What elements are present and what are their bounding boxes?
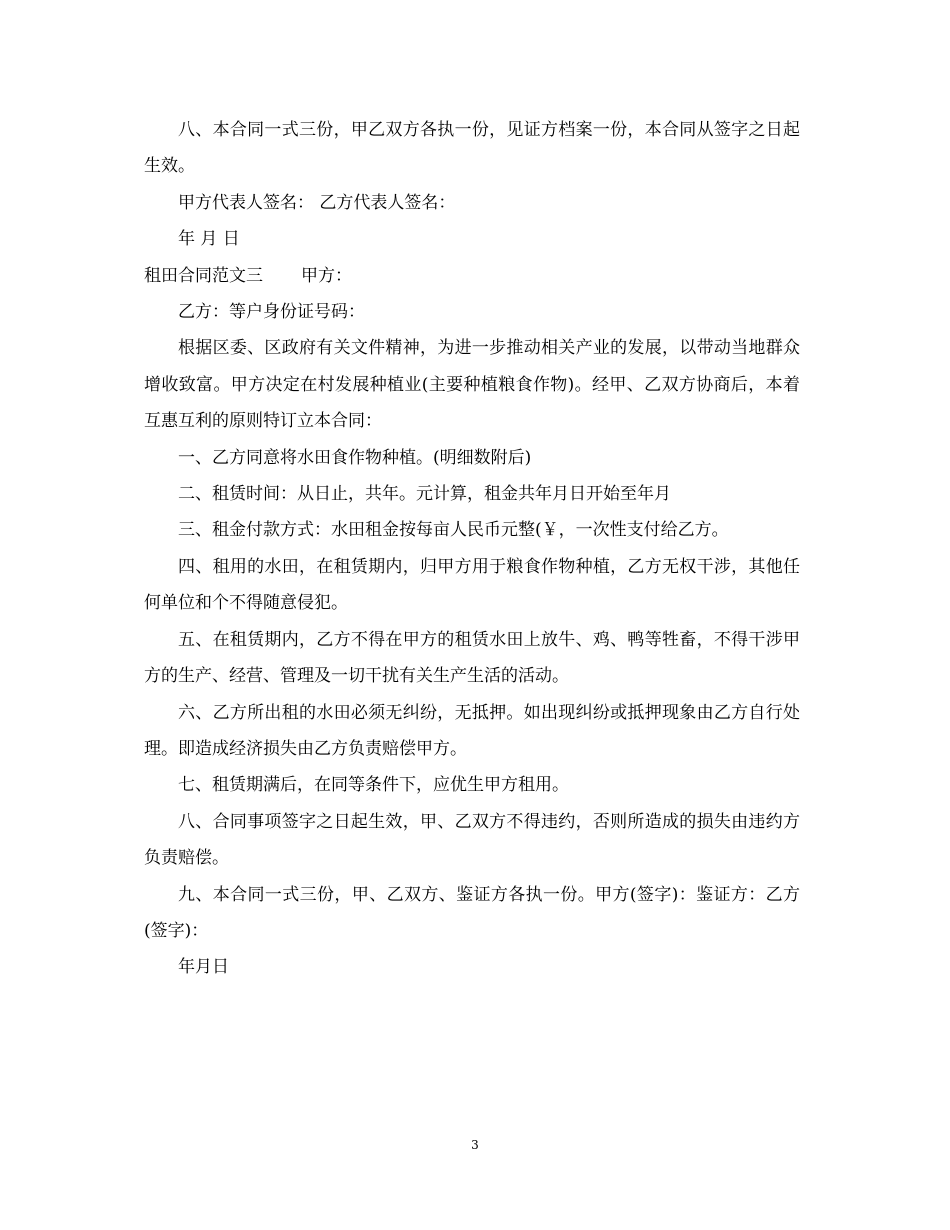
clause-five: 五、在租赁期内，乙方不得在甲方的租赁水田上放牛、鸡、鸭等牲畜，不得干涉甲方的生产、经营、管理及一切干扰有关生产生活的活动。	[144, 629, 800, 687]
clause-six: 六、乙方所出租的水田必须无纠纷，无抵押。如出现纠纷或抵押现象由乙方自行处理。即造成经济损失由乙方负责赔偿甲方。	[144, 702, 800, 759]
clause-seven: 七、租赁期满后，在同等条件下，应优生甲方租用。	[178, 775, 569, 796]
section-title: 租田合同范文三	[144, 265, 263, 286]
clause-four: 四、租用的水田，在租赁期内，归甲方用于粮食作物种植，乙方无权干涉，其他任何单位和个不得随意侵犯。	[144, 556, 800, 614]
date-line: 年 月 日	[178, 229, 240, 250]
clause-eight: 八、合同事项签字之日起生效，甲、乙双方不得违约，否则所造成的损失由违约方负责赔偿。	[144, 811, 800, 869]
party-a-label: 甲方：	[301, 265, 352, 286]
clause-one: 一、乙方同意将水田食作物种植。(明细数附后)	[178, 447, 532, 468]
clause-three: 三、租金付款方式：水田租金按每亩人民币元整(￥，一次性支付给乙方。	[178, 520, 729, 541]
clause-two: 二、租赁时间：从日止，共年。元计算，租金共年月日开始至年月	[178, 484, 671, 505]
document-body	[144, 112, 800, 986]
clause-eight-copies: 八、本合同一式三份，甲乙双方各执一份，见证方档案一份，本合同从签字之日起生效。	[144, 120, 800, 177]
closing-date-line: 年月日	[178, 957, 229, 978]
clause-nine: 九、本合同一式三份，甲、乙双方、鉴证方各执一份。甲方(签字)：鉴证方：乙方(签字)：	[144, 884, 800, 941]
signature-line: 甲方代表人签名： 乙方代表人签名：	[178, 192, 456, 213]
page-number: 3	[471, 1138, 479, 1152]
party-b-line: 乙方：等户身份证号码：	[178, 302, 365, 323]
section-heading-line	[144, 258, 800, 294]
preamble-paragraph: 根据区委、区政府有关文件精神，为进一步推动相关产业的发展，以带动当地群众增收致富。甲方决定在村发展种植业(主要种植粮食作物)。经甲、乙双方协商后，本着互惠互利的原则特订立本合同：	[144, 338, 800, 432]
